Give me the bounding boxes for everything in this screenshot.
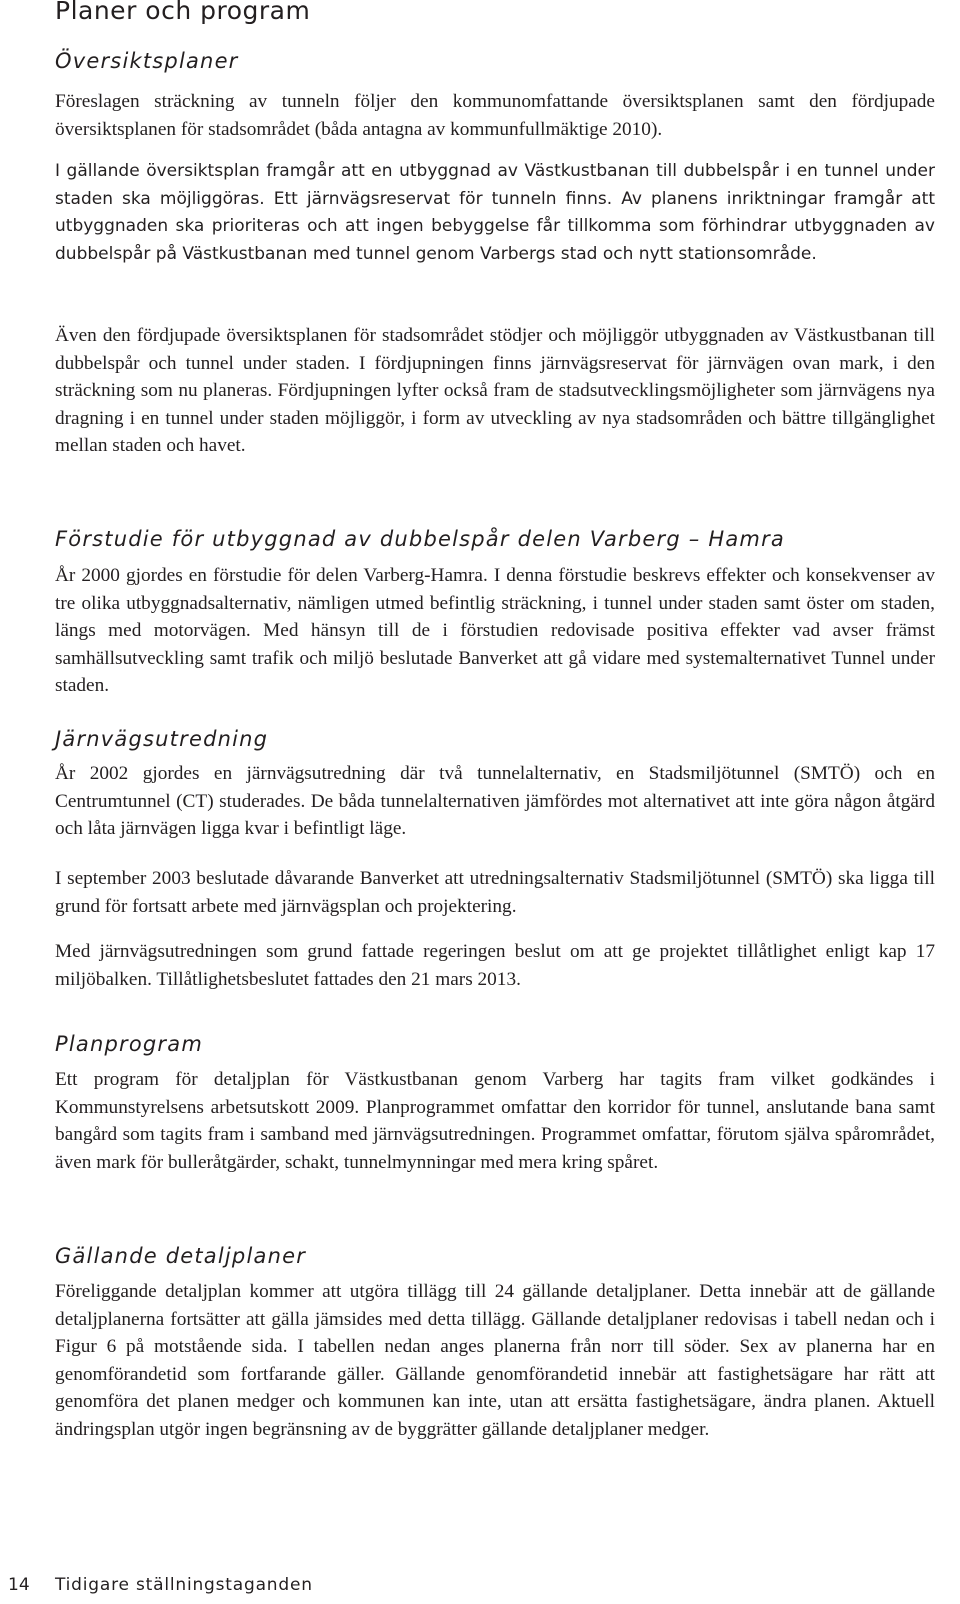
page-number: 14 <box>8 1575 30 1595</box>
paragraph: År 2002 gjordes en järnvägsutredning där två tunnelalternativ, en Stadsmiljötunnel (SMTÖ) och en Centrumtunnel (CT) studerades. De båda tunnelalternativen jämfördes mot alternativet att inte göra någon åtgärd och låta järnvägen ligga kvar i befintligt läge. <box>55 763 935 840</box>
page-footer <box>0 1572 960 1598</box>
paragraph: Även den fördjupade översiktsplanen för stadsområdet stödjer och möjliggör utbyggnaden av Västkustbanan till dubbelspår och tunnel under staden. I fördjupningen finns järnvägsreservat för järnvägen ovan mark, i den sträckning som nu planeras. Fördjupningen lyfter också fram de stadsutvecklingsmöjligheter som järnvägens nya dragning i en tunnel under staden möjliggör, i form av utveckling av nya stadsområden och bättre tillgänglighet mellan staden och havet. <box>55 325 935 457</box>
paragraph: Ett program för detaljplan för Västkustbanan genom Varberg har tagits fram vilket godkändes i Kommunstyrelsens arbetsutskott 2009. Planprogrammet omfattar den korridor för tunnel, anslutande bana samt bangård som tagits fram i samband med järnvägsutredningen. Programmet omfattar, förutom själva spårområdet, även mark för bulleråtgärder, schakt, tunnelmynningar med mera kring spåret. <box>55 1069 935 1173</box>
page-title: Planer och program <box>55 0 311 25</box>
section-heading-gallande-detaljplaner: Gällande detaljplaner <box>55 1244 307 1268</box>
paragraph: År 2000 gjordes en förstudie för delen Varberg-Hamra. I denna förstudie beskrevs effekter och konsekvenser av tre olika utbyggnadsalternativ, nämligen utmed befintlig sträckning, i tunnel under staden samt öster om staden, längs med motorvägen. Med hänsyn till de i förstudien redovisade positiva effekter vad avser främst samhällsutveckling samt trafik och miljö beslutade Banverket att gå vidare med systemalternativet Tunnel under staden. <box>55 565 935 697</box>
footer-title: Tidigare ställningstaganden <box>55 1575 313 1595</box>
paragraph: Föreliggande detaljplan kommer att utgöra tillägg till 24 gällande detaljplaner. Detta innebär att de gällande detaljplanerna fortsätter att gälla jämsides med detta tillägg. Gällande detaljplaner redovisas i tabell nedan och i Figur 6 på motstående sida. I tabellen nedan anges planerna från norr till söder. Sex av planerna har en genomförandetid som fortfarande gäller. Gällande genomförandetid innebär att fastighetsägare har rätt att genomföra det planen medger och kommunen kan inte, utan att ersätta fastighetsägare, ändra planen. Aktuell ändringsplan utgör ingen begränsning av de byggrätter gällande detaljplaner medger. <box>55 1281 935 1440</box>
paragraph: I september 2003 beslutade dåvarande Banverket att utredningsalternativ Stadsmiljötunnel (SMTÖ) ska ligga till grund för fortsatt arbete med järnvägsplan och projektering. <box>55 868 935 917</box>
section-heading-oversiktsplaner: Översiktsplaner <box>55 49 239 73</box>
section-heading-jarnvagsutredning: Järnvägsutredning <box>55 727 269 751</box>
paragraph: Föreslagen sträckning av tunneln följer den kommunomfattande översiktsplanen samt den fördjupade översiktsplanen för stadsområdet (båda antagna av kommunfullmäktige 2010). <box>55 91 935 140</box>
section-heading-forstudie: Förstudie för utbyggnad av dubbelspår delen Varberg – Hamra <box>55 527 785 551</box>
paragraph: I gällande översiktsplan framgår att en utbyggnad av Västkustbanan till dubbelspår i en tunnel under staden ska möjliggöras. Ett järnvägsreservat för tunneln finns. Av planens inriktningar framgår att utbyggnaden ska prioriteras och att ingen bebyggelse får tillkomma som förhindrar utbyggnaden av dubbelspår på Västkustbanan med tunnel genom Varbergs stad och nytt stationsområde. <box>55 161 935 264</box>
paragraph: Med järnvägsutredningen som grund fattade regeringen beslut om att ge projektet tillåtlighet enligt kap 17 miljöbalken. Tillåtlighetsbeslutet fattades den 21 mars 2013. <box>55 941 935 990</box>
section-heading-planprogram: Planprogram <box>55 1032 203 1056</box>
